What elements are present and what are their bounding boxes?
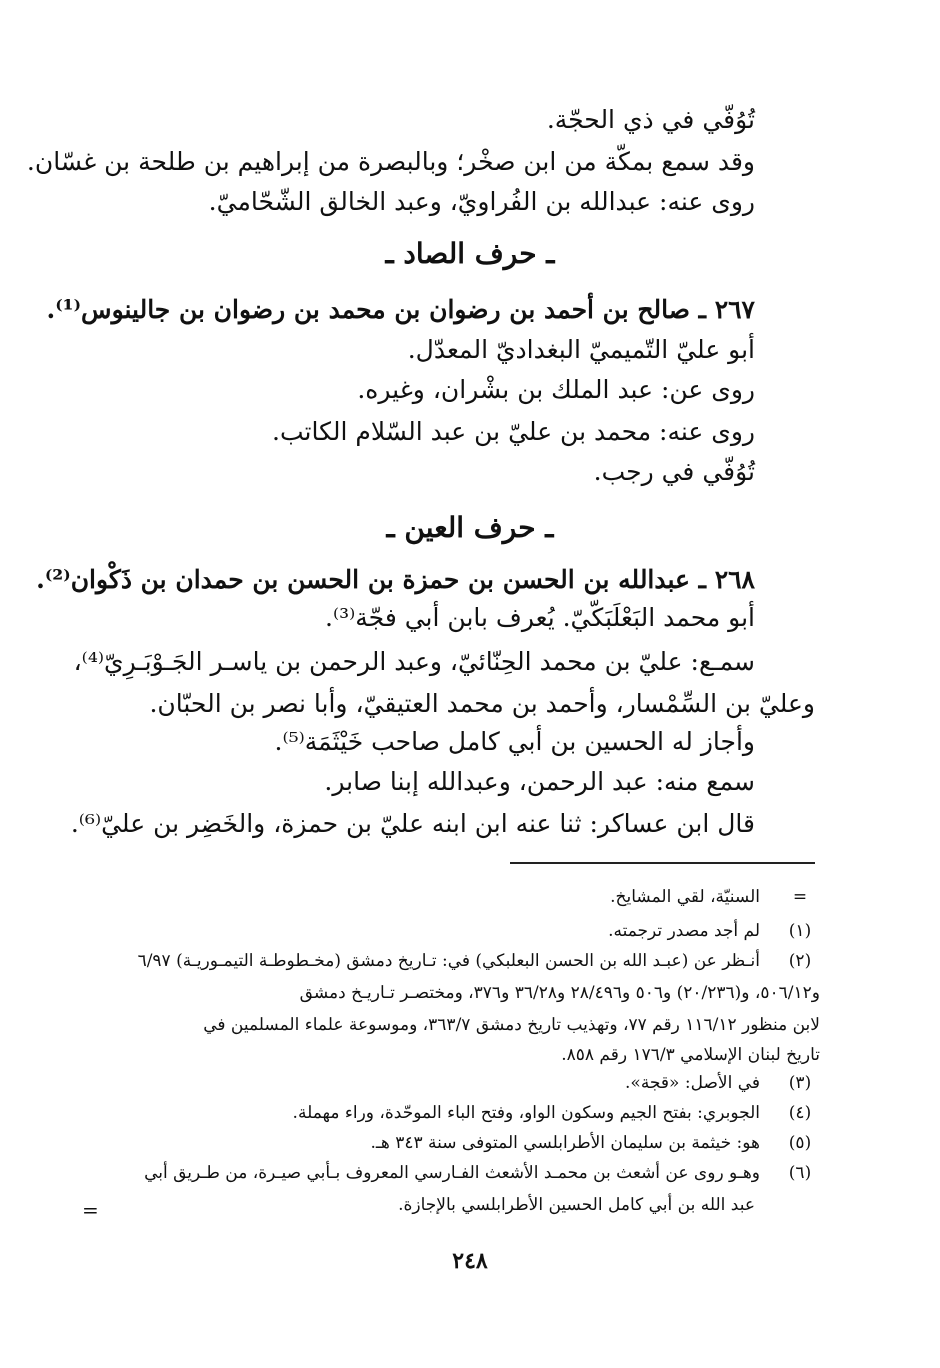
body-line: روى عنه: عبدالله بن الفُراويّ، وعبد الخالق الشّحّاميّ. <box>208 187 755 216</box>
entry-268-line: سمـع: عليّ بن محمد الحِنّائيّ، وعبد الرحمن بن ياسـر الجَـوْبَـرِيّ⁽⁴⁾، <box>73 647 755 676</box>
footnote-text: في الأصل: «قجة». <box>625 1073 760 1093</box>
footnote-text: عبد الله بن أبي كامل الحسين الأطرابلسي بالإجازة. <box>398 1195 755 1215</box>
footnote-number: (٥) <box>788 1133 812 1153</box>
body-line: تُوُفّي في ذي الحجّة. <box>546 105 755 134</box>
entry-268-line: وعليّ بن السِّمْسار، وأحمد بن محمد العتيقيّ، وأبا نصر بن الحبّان. <box>149 689 815 718</box>
entry-267-line: أبو عليّ التّميميّ البغداديّ المعدّل. <box>407 335 755 364</box>
footnote-number: (٢) <box>788 951 812 971</box>
footnote-separator <box>510 862 815 864</box>
footnote-number: (٤) <box>788 1103 812 1123</box>
section-heading-sad: ـ حرف الصاد ـ <box>385 237 555 270</box>
footnote-text: لابن منظور ١١٦/١٢ رقم ٧٧، وتهذيب تاريخ دمشق ٣٦٣/٧، وموسوعة علماء المسلمين في <box>203 1015 820 1035</box>
footnote-text: و٥٠٦/١٢، و(٢٠/٢٣٦) و٥٠٦ و٢٨/٤٩٦ و٣٦/٢٨ و٣٧٦، ومختصـر تـاريـخ دمشق <box>299 983 820 1003</box>
page-number: ٢٤٨ <box>452 1248 488 1274</box>
footnote-text: هو: خيثمة بن سليمان الأطرابلسي المتوفى سنة ٣٤٣ هـ. <box>370 1133 760 1153</box>
footnote-carry-mark: = <box>792 887 808 907</box>
body-line: وقد سمع بمكّة من ابن صخْر؛ وبالبصرة من إبراهيم بن طلحة بن غسّان. <box>26 147 755 176</box>
footnote-text: وهـو روى عن أشعث بن محمـد الأشعث الفـارسي المعروف بـأبي صيـرة، من طـريق أبي <box>144 1163 760 1183</box>
footnote-number: (٣) <box>788 1073 812 1093</box>
entry-268-line: وأجاز له الحسين بن أبي كامل صاحب خَيْثَمَة⁽⁵⁾. <box>274 727 755 756</box>
footnote-text: الجوبري: بفتح الجيم وسكون الواو، وفتح الباء الموحّدة، وراء مهملة. <box>292 1103 760 1123</box>
footnote-number: (٦) <box>788 1163 812 1183</box>
entry-268-title: ٢٦٨ ـ عبدالله بن الحسن بن حمزة بن الحسن بن حمدان بن ذَكْوان⁽²⁾. <box>36 565 755 594</box>
entry-267-title: ٢٦٧ ـ صالح بن أحمد بن رضوان بن محمد بن رضوان بن جالينوس⁽¹⁾. <box>46 295 755 324</box>
entry-267-line: تُوُفّي في رجب. <box>593 457 755 486</box>
footnote-text: لم أجد مصدر ترجمته. <box>608 921 760 941</box>
entry-267-line: روى عنه: محمد بن عليّ بن عبد السّلام الكاتب. <box>272 417 755 446</box>
footnote-text: تاريخ لبنان الإسلامي ١٧٦/٣ رقم ٨٥٨. <box>561 1045 820 1065</box>
entry-268-line: أبو محمد البَعْلَبَكّيّ. يُعرف بابن أبي فجّة⁽³⁾. <box>325 603 755 632</box>
footnote-text: أنـظر عن (عبـد الله بن الحسن البعلبكي) في: تـاريخ دمشق (مخـطوطـة التيمـوريـة) ٦/٩٧ <box>137 951 760 971</box>
section-heading-ain: ـ حرف العين ـ <box>386 511 554 544</box>
entry-268-line: سمع منه: عبد الرحمن، وعبدالله إبنا صابر. <box>324 767 755 796</box>
entry-268-line: قال ابن عساكر: ثنا عنه ابن ابنه عليّ بن حمزة، والخَضِر بن عليّ⁽⁶⁾. <box>70 809 755 838</box>
footnote-continue-mark: = <box>82 1198 99 1222</box>
entry-267-line: روى عن: عبد الملك بن بشْران، وغيره. <box>357 375 755 404</box>
footnote-carry-text: السنيّة، لقي المشايخ. <box>610 887 760 907</box>
footnote-number: (١) <box>788 921 812 941</box>
